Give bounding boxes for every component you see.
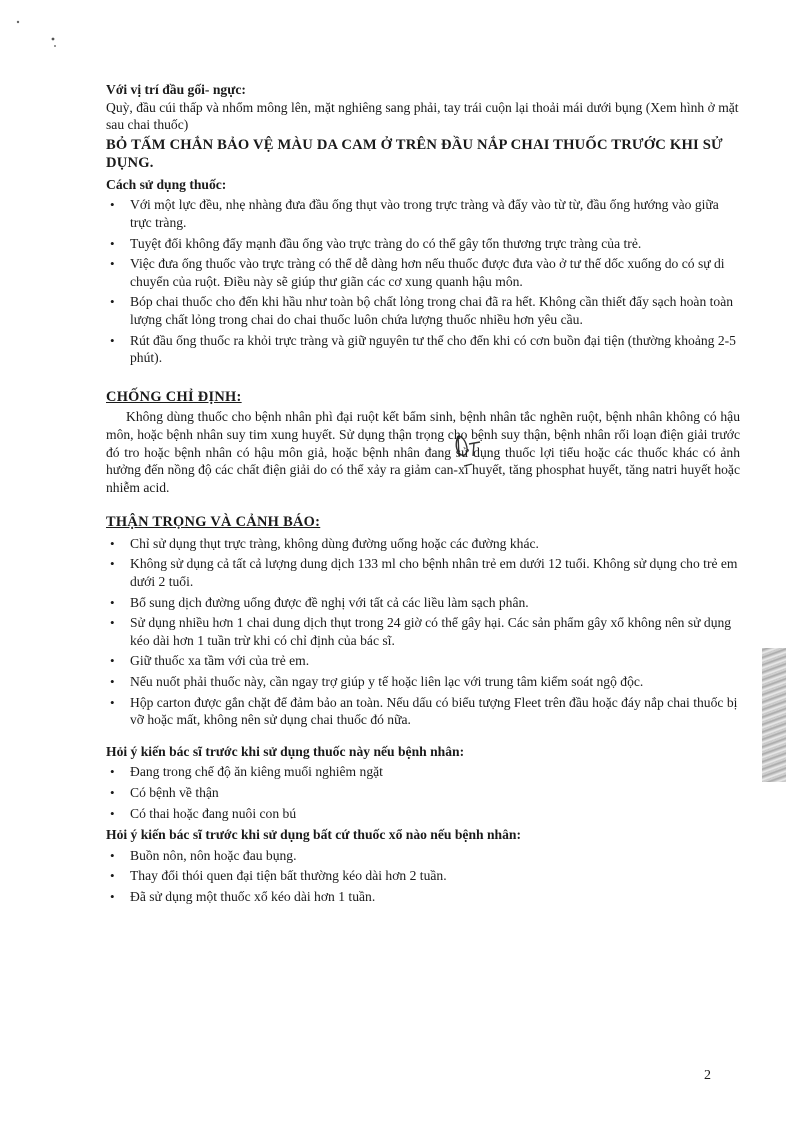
bullet-icon: • [110,294,115,310]
contraindication-text: Không dùng thuốc cho bệnh nhân phì đại ruột kết bẩm sinh, bệnh nhân tắc nghẽn ruột, bệnh nhân không có hậu môn, hoặc bệnh nhân suy tim xung huyết. Sử dụng thận trọng cho bệnh suy thận, bệnh nhân rối loạn điện giải trước đó tro hoặc bệnh nhân có hậu môn giả, hoặc bệnh nhân đang sử dụng thuốc lợi tiểu hoặc các thuốc khác có ảnh hưởng đến nồng độ các chất điện giải do có thể xảy ra giảm can-xi huyết, tăng phosphat huyết, tăng natri huyết hoặc nhiễm acid. [106,409,740,495]
bullet-icon: • [110,235,115,251]
ask-doctor-laxative-heading: Hỏi ý kiến bác sĩ trước khi sử dụng bất cứ thuốc xổ nào nếu bệnh nhân: [106,827,521,843]
bullet-icon: • [110,764,115,780]
page-number: 2 [704,1068,711,1083]
contraindication-heading: CHỐNG CHỈ ĐỊNH: [106,388,242,405]
scan-speck-marks [14,18,64,48]
list-item: • Không sử dụng cả tất cả lượng dung dịch 133 ml cho bệnh nhân trẻ em dưới 12 tuổi. Không sử dụng cho trẻ em dưới 2 tuổi. [110,556,738,590]
list-item: • Có bệnh về thận [110,785,219,800]
bullet-icon: • [110,847,115,863]
list-item: • Nếu nuốt phải thuốc này, cần ngay trợ giúp y tế hoặc liên lạc với trung tâm kiểm soát ngộ độc. [110,674,644,690]
list-item: • Rút đầu ống thuốc ra khỏi trực tràng và giữ nguyên tư thế cho đến khi có cơn buồn đại tiện (thường khoảng 2-5 phút). [110,332,736,366]
position-heading: Với vị trí đầu gối- ngực: [106,82,246,97]
bullet-icon: • [110,535,115,551]
bullet-icon: • [110,256,115,272]
bullet-icon: • [110,868,115,884]
ask-doctor-list [106,763,740,822]
bullet-icon: • [110,615,115,631]
list-item: • Sử dụng nhiều hơn 1 chai dung dịch thụt trong 24 giờ có thể gây hại. Các sản phẩm gây xổ không nên sử dụng kéo dài hơn 1 tuần trừ khi có chỉ định của bác sĩ. [110,615,732,648]
list-item: • Thay đổi thói quen đại tiện bất thường kéo dài hơn 2 tuần. [110,868,447,884]
bullet-icon: • [110,694,115,710]
seal-stamp-strip [762,648,786,782]
caution-list [106,535,740,729]
bullet-icon: • [110,674,115,690]
main-content [106,81,740,909]
bullet-icon: • [110,332,115,348]
bullet-icon: • [110,785,115,800]
ask-doctor-laxative-list [106,847,740,906]
usage-list [106,196,740,366]
bullet-icon: • [110,594,115,610]
list-item: • Bóp chai thuốc cho đến khi hầu như toàn bộ chất lỏng trong chai đã ra hết. Không cần thiết đẩy sạch hoàn toàn lượng chất lỏng trong chai do chai thuốc luôn chứa lượng thuốc nhiều hơn yêu cầu. [110,294,734,327]
list-item: • Việc đưa ống thuốc vào trực tràng có thể dễ dàng hơn nếu thuốc được đưa vào ở tư thế dốc xuống do có sự di chuyển của ruột. Điều này sẽ giúp thư giãn các cơ xung quanh hậu môn. [110,256,725,289]
list-item: • Hộp carton được gắn chặt để đảm bảo an toàn. Nếu dấu có biểu tượng Fleet trên đầu hoặc đáy nắp chai thuốc bị vỡ hoặc mất, không nên sử dụng chai thuốc đó nữa. [110,694,738,728]
bullet-icon: • [110,556,115,572]
ask-doctor-heading: Hỏi ý kiến bác sĩ trước khi sử dụng thuốc này nếu bệnh nhân: [106,743,465,759]
usage-heading: Cách sử dụng thuốc: [106,176,227,192]
list-item: • Buồn nôn, nôn hoặc đau bụng. [110,847,297,863]
bullet-icon: • [110,805,115,821]
list-item: • Đã sử dụng một thuốc xổ kéo dài hơn 1 tuần. [110,888,376,904]
bullet-icon: • [110,888,115,904]
list-item: • Với một lực đều, nhẹ nhàng đưa đầu ống thụt vào trong trực tràng và đẩy vào từ từ, đầu ống hướng vào giữa trực tràng. [110,197,719,230]
cap-warning: BỎ TẤM CHẮN BẢO VỆ MÀU DA CAM Ở TRÊN ĐẦU NẮP CHAI THUỐC TRƯỚC KHI SỬ DỤNG. [106,136,723,171]
list-item: • Đang trong chế độ ăn kiêng muối nghiêm ngặt [110,764,383,780]
bullet-icon: • [110,653,115,669]
list-item: • Bổ sung dịch đường uống được đề nghị với tất cả các liều làm sạch phân. [110,594,529,610]
list-item: • Giữ thuốc xa tầm với của trẻ em. [110,653,310,669]
list-item: • Chỉ sử dụng thụt trực tràng, không dùng đường uống hoặc các đường khác. [110,535,539,551]
position-text: Quỳ, đầu cúi thấp và nhổm mông lên, mặt nghiêng sang phải, tay trái cuộn lại thoải mái dưới bụng (Xem hình ở mặt sau chai thuốc) [106,99,739,133]
bullet-icon: • [110,197,115,213]
caution-heading: THẬN TRỌNG VÀ CẢNH BÁO: [106,514,321,531]
list-item: • Có thai hoặc đang nuôi con bú [110,805,297,821]
list-item: • Tuyệt đối không đẩy mạnh đầu ống vào trực tràng do có thể gây tổn thương trực tràng của trẻ. [110,235,642,251]
